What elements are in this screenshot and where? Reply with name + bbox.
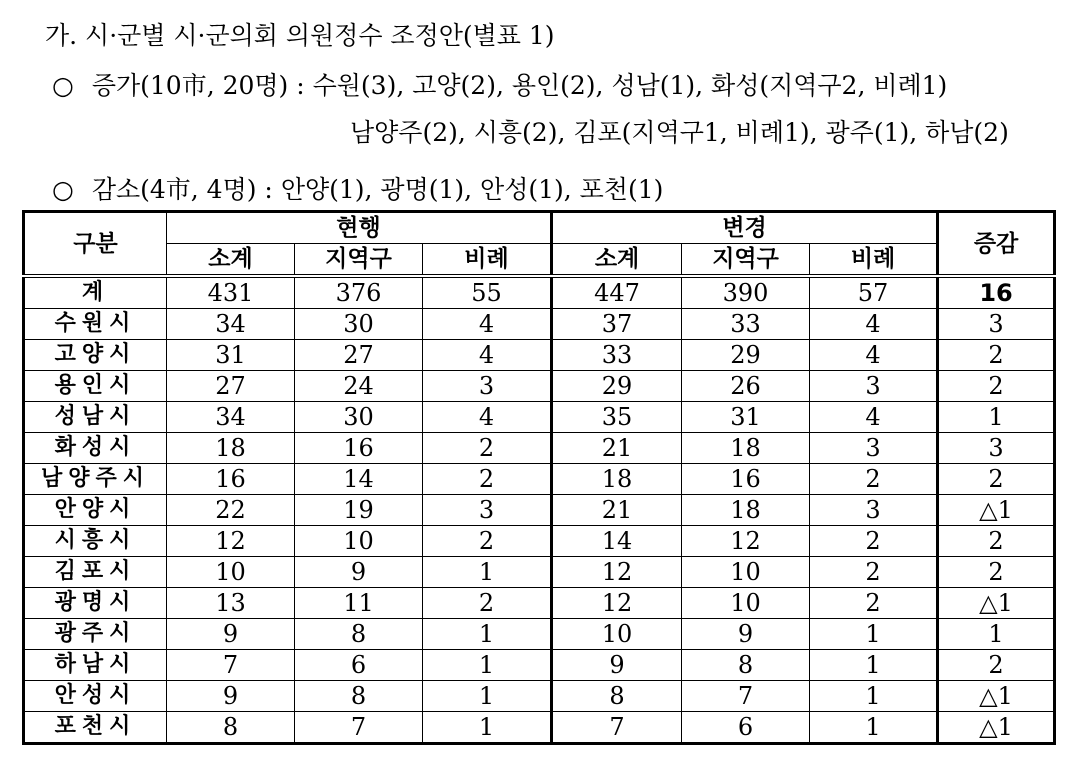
current-proportional: 4 xyxy=(423,309,552,340)
council-seat-table xyxy=(22,210,1056,745)
current-proportional: 1 xyxy=(423,712,552,744)
current-proportional: 4 xyxy=(423,402,552,433)
changed-proportional: 2 xyxy=(810,464,938,495)
city-name: 계 xyxy=(24,276,167,309)
table-row xyxy=(24,681,1055,712)
changed-subtotal: 21 xyxy=(552,495,682,526)
header-diff: 증감 xyxy=(938,212,1055,277)
changed-proportional: 2 xyxy=(810,557,938,588)
current-subtotal: 9 xyxy=(167,619,295,650)
header-changed-subtotal: 소계 xyxy=(552,244,682,277)
city-name: 김포시 xyxy=(24,557,167,588)
current-district: 8 xyxy=(295,681,423,712)
current-proportional: 1 xyxy=(423,557,552,588)
current-district: 30 xyxy=(295,309,423,340)
changed-proportional: 4 xyxy=(810,402,938,433)
diff: 2 xyxy=(938,340,1055,371)
diff: 1 xyxy=(938,402,1055,433)
diff: △1 xyxy=(938,712,1055,744)
city-name: 안양시 xyxy=(24,495,167,526)
changed-district: 8 xyxy=(682,650,810,681)
city-name: 안성시 xyxy=(24,681,167,712)
changed-subtotal: 29 xyxy=(552,371,682,402)
increase-list-2: 남양주(2), 시흥(2), 김포(지역구1, 비례1), 광주(1), 하남(2) xyxy=(350,118,1009,147)
increase-label: 증가(10市, 20명) : xyxy=(91,71,305,100)
current-subtotal: 22 xyxy=(167,495,295,526)
table-row xyxy=(24,588,1055,619)
table-row xyxy=(24,619,1055,650)
current-proportional: 1 xyxy=(423,681,552,712)
current-district: 376 xyxy=(295,276,423,309)
changed-district: 10 xyxy=(682,588,810,619)
diff: 3 xyxy=(938,433,1055,464)
diff: △1 xyxy=(938,495,1055,526)
changed-subtotal: 14 xyxy=(552,526,682,557)
table-row xyxy=(24,464,1055,495)
city-name: 수원시 xyxy=(24,309,167,340)
changed-district: 7 xyxy=(682,681,810,712)
header-current-district: 지역구 xyxy=(295,244,423,277)
table-row xyxy=(24,340,1055,371)
current-subtotal: 13 xyxy=(167,588,295,619)
city-name: 포천시 xyxy=(24,712,167,744)
changed-proportional: 3 xyxy=(810,495,938,526)
changed-proportional: 1 xyxy=(810,681,938,712)
decrease-list: 안양(1), 광명(1), 안성(1), 포천(1) xyxy=(280,175,664,204)
changed-district: 6 xyxy=(682,712,810,744)
changed-subtotal: 35 xyxy=(552,402,682,433)
changed-district: 16 xyxy=(682,464,810,495)
header-current: 현행 xyxy=(167,212,552,244)
current-subtotal: 18 xyxy=(167,433,295,464)
current-subtotal: 7 xyxy=(167,650,295,681)
table-row xyxy=(24,371,1055,402)
current-subtotal: 34 xyxy=(167,402,295,433)
diff: 2 xyxy=(938,557,1055,588)
current-district: 8 xyxy=(295,619,423,650)
diff: 2 xyxy=(938,371,1055,402)
diff: 2 xyxy=(938,526,1055,557)
changed-subtotal: 21 xyxy=(552,433,682,464)
changed-district: 12 xyxy=(682,526,810,557)
changed-proportional: 1 xyxy=(810,650,938,681)
current-district: 14 xyxy=(295,464,423,495)
current-subtotal: 8 xyxy=(167,712,295,744)
diff: △1 xyxy=(938,681,1055,712)
bullet-circle-icon: ○ xyxy=(52,175,74,204)
changed-proportional: 4 xyxy=(810,309,938,340)
city-name: 용인시 xyxy=(24,371,167,402)
current-district: 27 xyxy=(295,340,423,371)
current-district: 9 xyxy=(295,557,423,588)
current-proportional: 3 xyxy=(423,371,552,402)
changed-district: 33 xyxy=(682,309,810,340)
increase-line xyxy=(52,66,947,102)
header-changed: 변경 xyxy=(552,212,938,244)
header-current-proportional: 비례 xyxy=(423,244,552,277)
city-name: 고양시 xyxy=(24,340,167,371)
table-row xyxy=(24,433,1055,464)
current-proportional: 2 xyxy=(423,433,552,464)
city-name: 화성시 xyxy=(24,433,167,464)
current-subtotal: 34 xyxy=(167,309,295,340)
current-district: 19 xyxy=(295,495,423,526)
table-row xyxy=(24,557,1055,588)
changed-district: 9 xyxy=(682,619,810,650)
table-row xyxy=(24,712,1055,744)
current-subtotal: 16 xyxy=(167,464,295,495)
city-name: 성남시 xyxy=(24,402,167,433)
current-proportional: 2 xyxy=(423,464,552,495)
header-changed-district: 지역구 xyxy=(682,244,810,277)
current-proportional: 2 xyxy=(423,588,552,619)
changed-subtotal: 33 xyxy=(552,340,682,371)
city-name: 시흥시 xyxy=(24,526,167,557)
current-district: 11 xyxy=(295,588,423,619)
changed-subtotal: 7 xyxy=(552,712,682,744)
city-name: 하남시 xyxy=(24,650,167,681)
current-district: 7 xyxy=(295,712,423,744)
changed-proportional: 2 xyxy=(810,526,938,557)
current-district: 10 xyxy=(295,526,423,557)
changed-district: 18 xyxy=(682,495,810,526)
changed-district: 390 xyxy=(682,276,810,309)
diff: 16 xyxy=(938,276,1055,309)
header-current-subtotal: 소계 xyxy=(167,244,295,277)
city-name: 광주시 xyxy=(24,619,167,650)
current-proportional: 4 xyxy=(423,340,552,371)
diff: 1 xyxy=(938,619,1055,650)
decrease-line xyxy=(52,170,663,206)
changed-proportional: 2 xyxy=(810,588,938,619)
table-row xyxy=(24,495,1055,526)
diff: △1 xyxy=(938,588,1055,619)
table-row xyxy=(24,309,1055,340)
changed-proportional: 1 xyxy=(810,619,938,650)
current-subtotal: 31 xyxy=(167,340,295,371)
table-row xyxy=(24,650,1055,681)
changed-district: 29 xyxy=(682,340,810,371)
current-subtotal: 431 xyxy=(167,276,295,309)
city-name: 광명시 xyxy=(24,588,167,619)
changed-subtotal: 12 xyxy=(552,588,682,619)
diff: 3 xyxy=(938,309,1055,340)
current-subtotal: 27 xyxy=(167,371,295,402)
changed-proportional: 1 xyxy=(810,712,938,744)
current-district: 30 xyxy=(295,402,423,433)
current-subtotal: 9 xyxy=(167,681,295,712)
changed-subtotal: 447 xyxy=(552,276,682,309)
header-category: 구분 xyxy=(24,212,167,277)
changed-district: 31 xyxy=(682,402,810,433)
changed-subtotal: 9 xyxy=(552,650,682,681)
decrease-label: 감소(4市, 4명) : xyxy=(91,175,273,204)
current-district: 24 xyxy=(295,371,423,402)
section-heading: 가. 시·군별 시·군의회 의원정수 조정안(별표 1) xyxy=(45,21,555,50)
changed-proportional: 3 xyxy=(810,433,938,464)
current-district: 6 xyxy=(295,650,423,681)
header-changed-proportional: 비례 xyxy=(810,244,938,277)
current-proportional: 55 xyxy=(423,276,552,309)
table-row xyxy=(24,526,1055,557)
current-subtotal: 12 xyxy=(167,526,295,557)
diff: 2 xyxy=(938,650,1055,681)
current-subtotal: 10 xyxy=(167,557,295,588)
changed-subtotal: 37 xyxy=(552,309,682,340)
changed-proportional: 57 xyxy=(810,276,938,309)
changed-proportional: 3 xyxy=(810,371,938,402)
current-proportional: 1 xyxy=(423,619,552,650)
changed-district: 10 xyxy=(682,557,810,588)
city-name: 남양주시 xyxy=(24,464,167,495)
total-row xyxy=(24,276,1055,309)
current-proportional: 1 xyxy=(423,650,552,681)
changed-subtotal: 18 xyxy=(552,464,682,495)
current-district: 16 xyxy=(295,433,423,464)
bullet-circle-icon: ○ xyxy=(52,71,74,100)
table-row xyxy=(24,402,1055,433)
increase-list-1: 수원(3), 고양(2), 용인(2), 성남(1), 화성(지역구2, 비례1) xyxy=(312,71,948,100)
changed-subtotal: 10 xyxy=(552,619,682,650)
current-proportional: 2 xyxy=(423,526,552,557)
changed-district: 18 xyxy=(682,433,810,464)
diff: 2 xyxy=(938,464,1055,495)
changed-subtotal: 8 xyxy=(552,681,682,712)
changed-proportional: 4 xyxy=(810,340,938,371)
current-proportional: 3 xyxy=(423,495,552,526)
changed-district: 26 xyxy=(682,371,810,402)
changed-subtotal: 12 xyxy=(552,557,682,588)
